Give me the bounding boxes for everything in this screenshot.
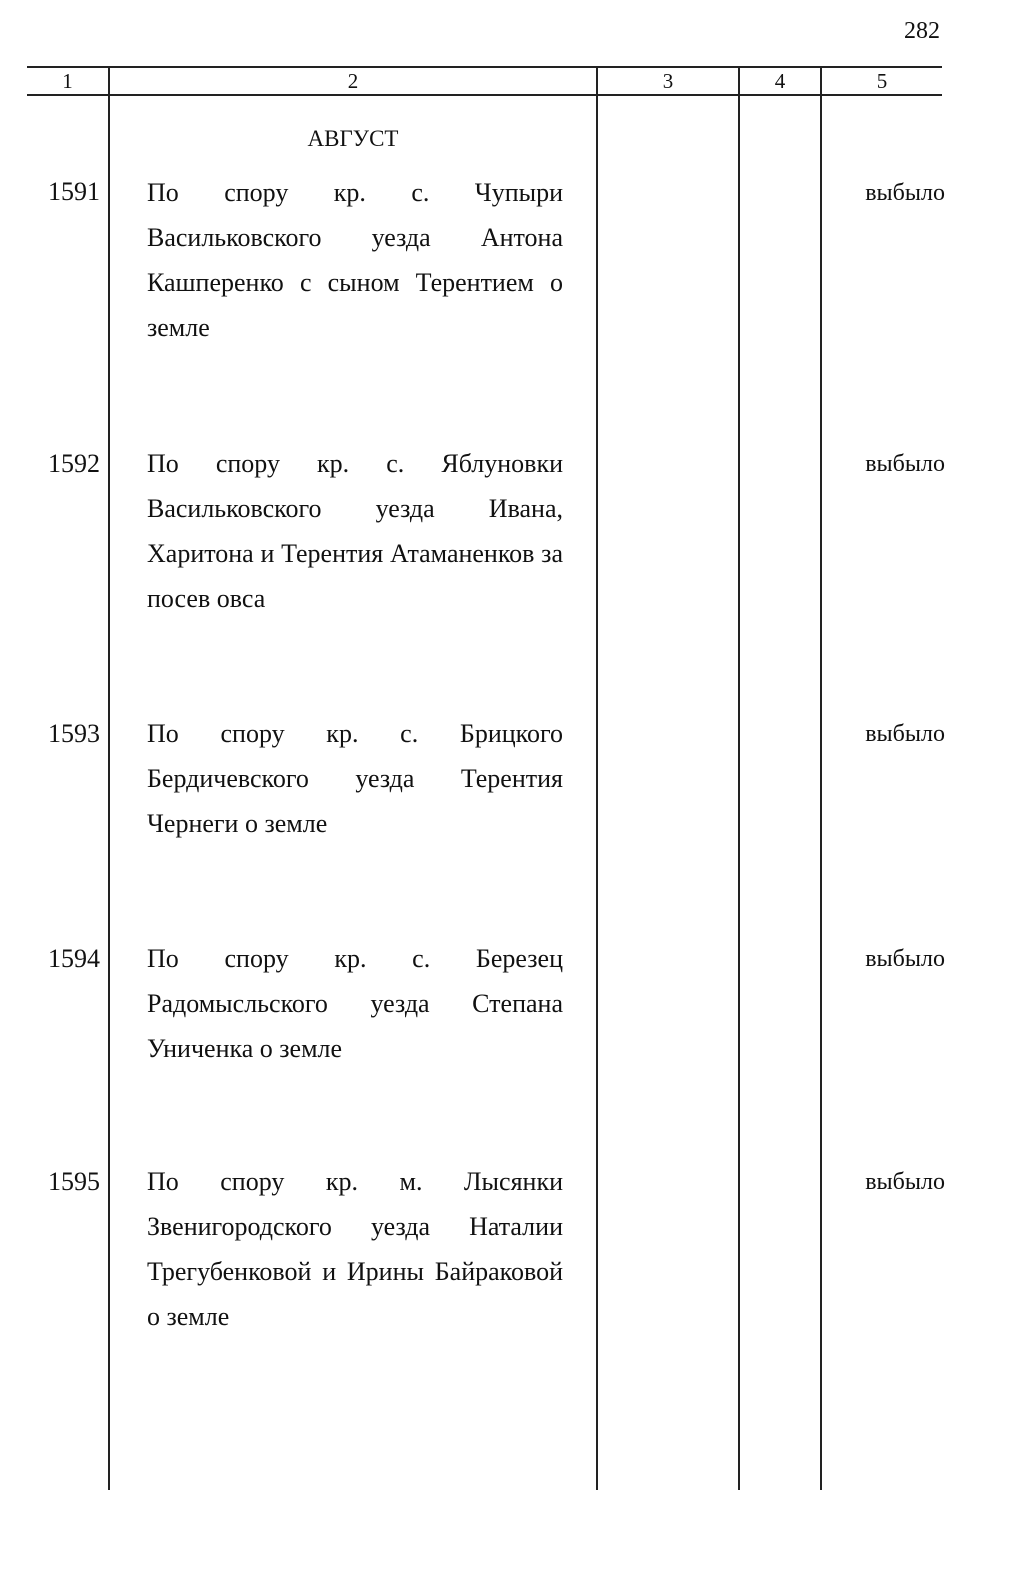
row-status: выбыло — [865, 721, 945, 747]
row-description: По спору кр. с. Чупыри Васильковского уезда Антона Кашперенко с сыном Терентием о земле — [147, 178, 563, 342]
column-header-3: 3 — [662, 69, 674, 93]
row-description: По спору кр. м. Лысянки Звенигородского уезда Наталии Трегубенковой и Ирины Байраковой о земле — [147, 1167, 563, 1331]
column-divider-1 — [108, 66, 110, 1490]
column-header-1: 1 — [62, 69, 73, 93]
column-divider-3 — [738, 66, 740, 1490]
column-divider-4 — [820, 66, 822, 1490]
column-header-2: 2 — [347, 69, 359, 93]
row-status: выбыло — [865, 451, 945, 477]
row-description: По спору кр. с. Березец Радомысльского уезда Степана Униченка о земле — [147, 944, 563, 1063]
page-number: 282 — [904, 18, 940, 44]
row-number: 1594 — [48, 944, 100, 973]
row-description: По спору кр. с. Брицкого Бердичевского уезда Терентия Чернеги о земле — [147, 719, 563, 838]
row-number: 1593 — [48, 719, 100, 748]
table-header-rule — [27, 94, 942, 96]
column-header-4: 4 — [774, 69, 786, 93]
column-divider-2 — [596, 66, 598, 1490]
row-number: 1592 — [48, 449, 100, 478]
row-number: 1595 — [48, 1167, 100, 1196]
row-status: выбыло — [865, 1169, 945, 1195]
row-number: 1591 — [48, 177, 100, 206]
row-status: выбыло — [865, 946, 945, 972]
row-description: По спору кр. с. Яблуновки Васильковского уезда Ивана, Харитона и Терентия Атаманенков за посев овса — [147, 449, 563, 613]
column-header-5: 5 — [876, 69, 888, 93]
month-heading: АВГУСТ — [307, 126, 399, 151]
row-status: выбыло — [865, 180, 945, 206]
